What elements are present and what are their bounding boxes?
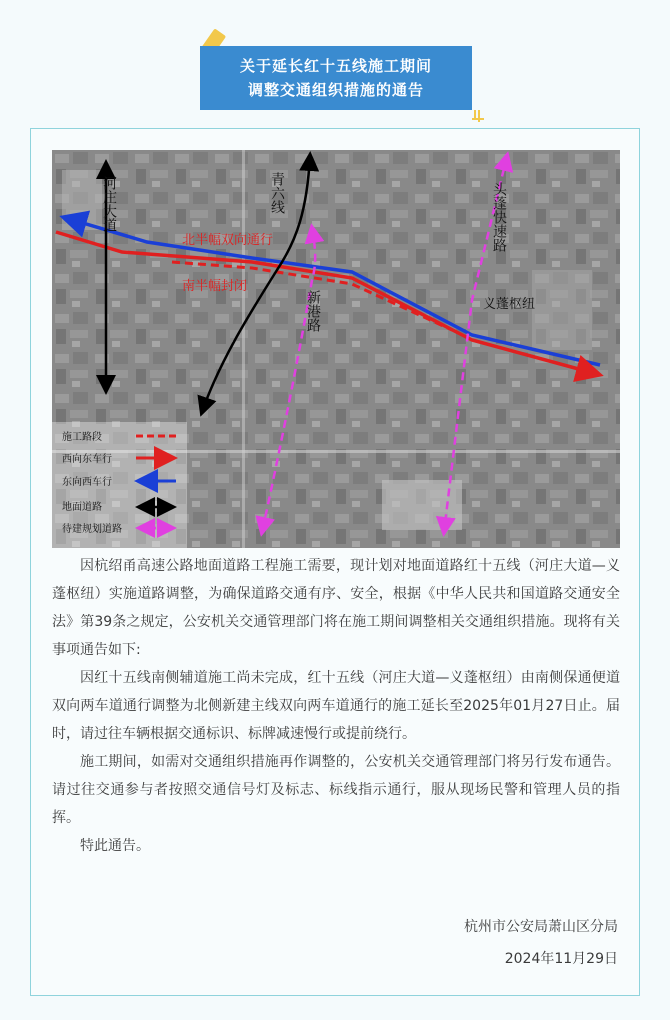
paragraph-1: 因杭绍甬高速公路地面道路工程施工需要，现计划对地面道路红十五线（河庄大道—义蓬枢纽）实施道路调整，为确保道路交通有序、安全，根据《中华人民共和国道路交通安全法》第39条之规定，公安机关交通管理部门将在施工期间调整相关交通组织措施。现将有关事项通告如下: — [52, 558, 620, 658]
traffic-map — [52, 150, 620, 548]
issuing-organization: 杭州市公安局萧山区分局 — [464, 919, 618, 935]
page-title — [200, 46, 472, 110]
label-yipeng: 义蓬枢纽 — [483, 296, 536, 311]
notice-body — [52, 552, 620, 860]
label-toupeng: 头蓬快速路 — [492, 182, 508, 252]
legend-label-1: 西向东车行 — [62, 454, 112, 465]
paragraph-3: 施工期间，如需对交通组织措施再作调整的，公安机关交通管理部门将另行发布通告。请过往交通参与者按照交通信号灯及标志、标线指示通行，服从现场民警和管理人员的指挥。 — [52, 754, 620, 826]
label-south-route: 南半幅封闭 — [182, 278, 248, 293]
label-qingliu: 青六线 — [270, 172, 286, 214]
legend-label-3: 地面道路 — [62, 502, 102, 513]
legend-label-0: 施工路段 — [62, 432, 102, 443]
paragraph-4: 特此通告。 — [80, 838, 150, 854]
label-north-route: 北半幅双向通行 — [182, 232, 274, 247]
issue-date: 2024年11月29日 — [504, 951, 618, 967]
title-line-1: 关于延长红十五线施工期间 — [239, 57, 432, 75]
title-banner — [200, 46, 472, 110]
corner-decoration — [472, 110, 484, 122]
legend-label-2: 东向西车行 — [62, 477, 112, 488]
label-xingang: 新港路 — [306, 290, 322, 332]
title-line-2: 调整交通组织措施的通告 — [247, 81, 424, 99]
legend-label-4: 待建规划道路 — [62, 524, 122, 535]
paragraph-2: 因红十五线南侧辅道施工尚未完成，红十五线（河庄大道—义蓬枢纽）由南侧保通便道双向两车道通行调整为北侧新建主线双向两车道通行的施工延长至2025年01月27日止。届时，请过往车辆根据交通标识、标牌减速慢行或提前绕行。 — [52, 670, 620, 742]
label-hezhuang: 河庄大道 — [102, 176, 118, 232]
